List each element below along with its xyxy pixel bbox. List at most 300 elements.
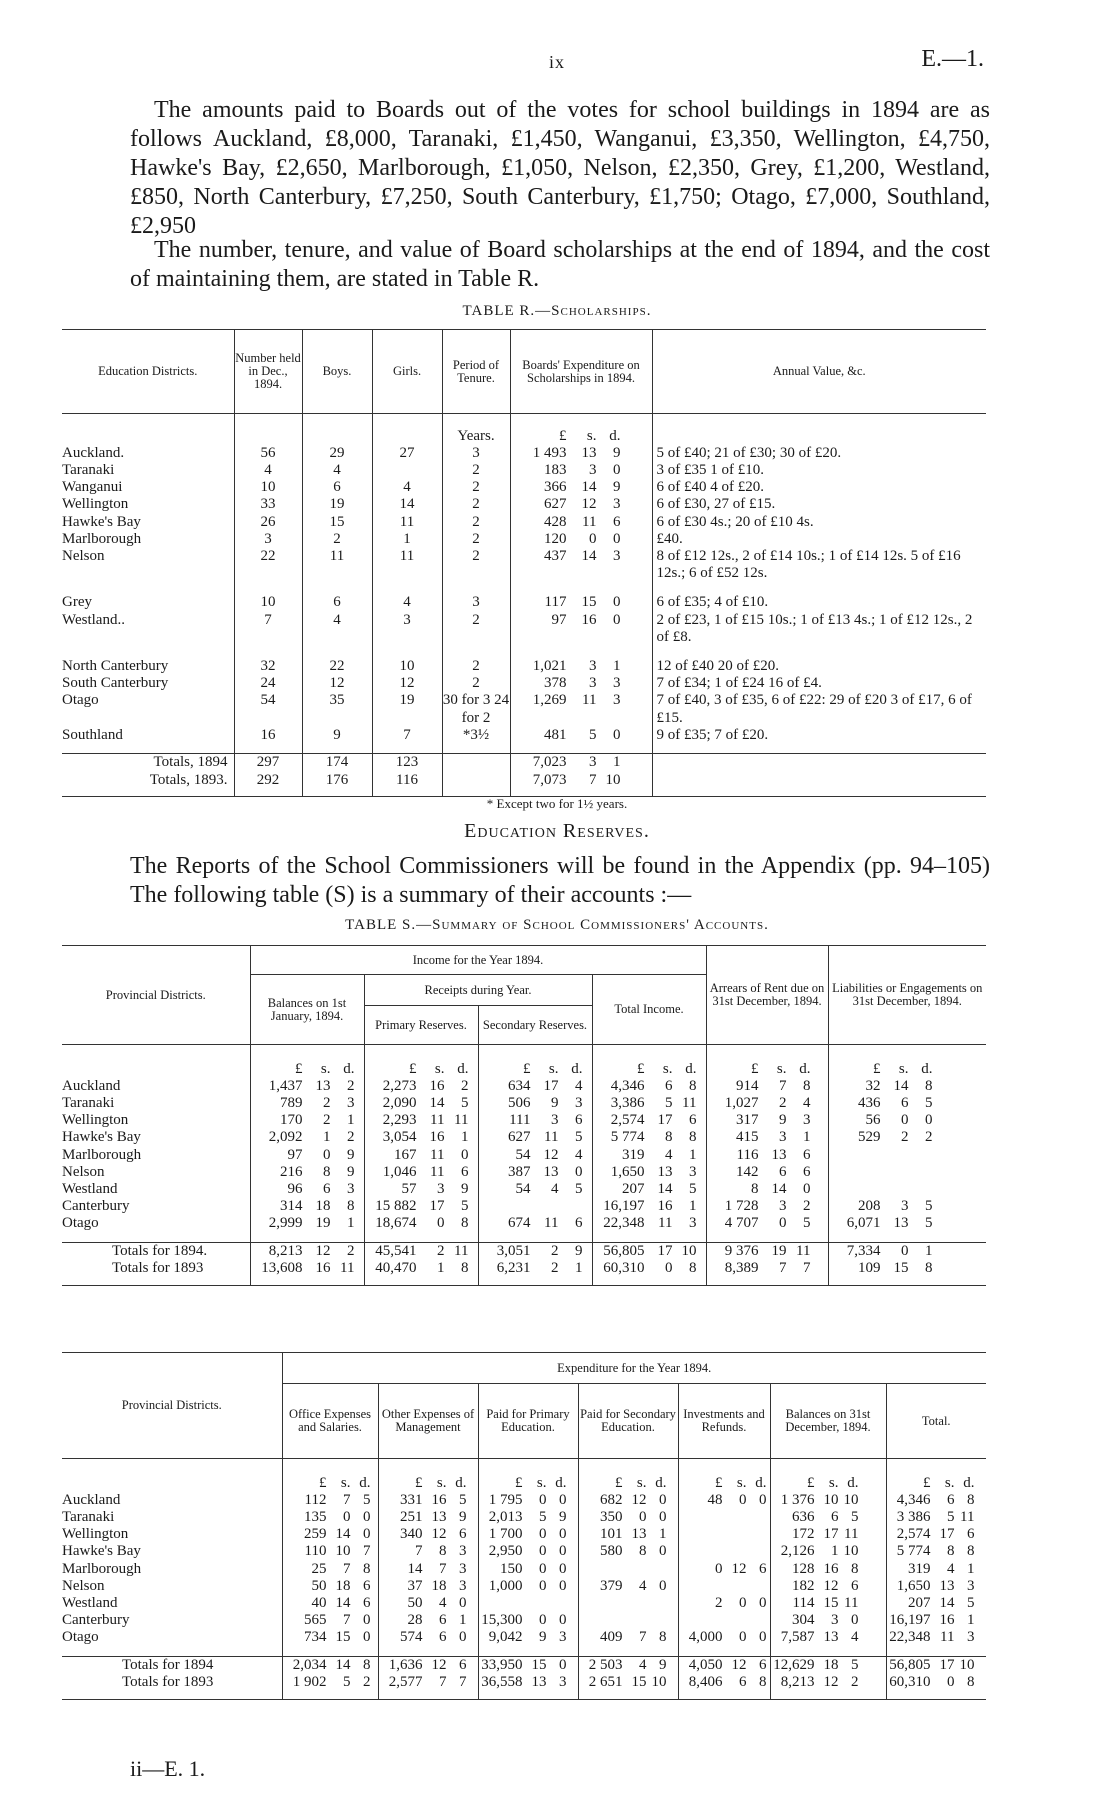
amount-cell [770,1509,886,1526]
amount-part: d. [359,1474,371,1491]
amount-cell [592,1078,706,1095]
col-boys: Boys. [302,330,372,414]
col-secondary-reserves: Secondary Reserves. [478,1006,592,1045]
col-other-expenses: Other Expenses of Management [378,1384,478,1459]
period-tenure: 2 [442,514,510,531]
amount-part: 16,197 [889,1612,931,1629]
amount-part: 0 [363,1526,371,1543]
amount-part: 13 [823,1629,839,1646]
period-tenure: 2 [442,462,510,479]
gap-row [62,646,986,658]
boys-count: 6 [302,594,372,611]
gap-cell [234,744,302,754]
annual-value: 8 of £12 12s., 2 of £14 10s.; 1 of £14 12s. 5 of £16 12s.; 6 of £52 12s. [652,548,986,582]
amount-part: £ [923,1474,931,1491]
amount-part: s. [828,1474,839,1491]
totals-label: Totals for 1894 [122,1657,214,1674]
amount-part: 0 [363,1612,371,1629]
col-expenditure-year: Expenditure for the Year 1894. [282,1353,986,1384]
amount-cell [282,1509,378,1526]
amount-part: 1 [575,1260,583,1277]
district-name: Taranaki [62,1094,115,1111]
amount-part: 1 376 [780,1491,815,1508]
amount-part: 8,406 [688,1674,723,1691]
unit-lsd [770,1475,886,1492]
district-name: Otago [62,692,99,709]
amount-part: 7 [343,1612,351,1629]
amount-part: 5 [925,1198,933,1215]
exp-shillings: 15 [581,594,597,611]
exp-pounds: 1,021 [532,657,567,674]
amount-cell [478,1215,592,1232]
expenditure [510,462,652,479]
amount-part: 5 [575,1129,583,1146]
units-row [62,428,986,445]
amount-cell [478,1260,592,1277]
amount-cell [770,1543,886,1560]
amount-cell [706,1243,828,1261]
gap-cell [770,1691,886,1699]
amount-part: 18 [335,1577,351,1594]
girls-count: 19 [372,692,442,726]
amount-part: 17 [939,1526,955,1543]
amount-part: d. [655,1474,667,1491]
amount-part: 1 [689,1198,697,1215]
totals-label: Totals for 1893 [122,1674,214,1691]
paragraph-school-buildings: The amounts paid to Boards out of the votes for school buildings in 1894 are as follows Auckland, £8,000, Taranaki, £1,450, Wanganui, £3,350, Wellington, £4,750, Hawke's Bay, £2,650, Marlborough, £1,050, Nelson, £2,350, Grey, £1,200, Westland, £850, North Canterbury, £7,250, South Canterbury, £1,750; Otago, £7,000, Southland, £2,950 [130,97,990,239]
col-provincial-districts: Provincial Districts. [62,946,250,1045]
boys-count: 29 [302,445,372,462]
amount-cell [578,1657,678,1675]
amount-part: 112 [304,1491,327,1508]
gap-cell [62,582,234,594]
amount-part: 2,950 [488,1543,523,1560]
amount-part: 22,348 [603,1215,645,1232]
amount-cell [364,1215,478,1232]
amount-cell [592,1112,706,1129]
amount-part: 11 [940,1629,955,1646]
amount-part: 4 [439,1594,447,1611]
amount-part: s. [320,1060,331,1077]
amount-cell [678,1595,770,1612]
amount-part: 5 [461,1094,469,1111]
exp-shillings: 14 [581,479,597,496]
amount-part: 8 [967,1674,975,1691]
amount-part: 40 [311,1594,327,1611]
amount-part: 0 [363,1508,371,1525]
exp-shillings: 3 [589,675,597,692]
period-tenure: 30 for 3 24 for 2 [442,692,510,726]
amount-part: 4 [551,1180,559,1197]
period-tenure: 2 [442,496,510,513]
amount-part: 9 [347,1163,355,1180]
amount-part: 0 [559,1491,567,1508]
table-r-scholarships [62,329,986,797]
amount-part: 6 [901,1094,909,1111]
amount-part: s. [436,1474,447,1491]
unit-lsd [478,1061,592,1078]
amount-part: 16 [429,1129,445,1146]
amount-part: 3 [559,1674,567,1691]
amount-cell [592,1260,706,1277]
spacer-cell [62,1045,250,1061]
totals-label: Totals, 1894 [153,754,228,771]
amount-part: 5 774 [610,1129,645,1146]
amount-part: 3 [689,1215,697,1232]
amount-cell [282,1526,378,1543]
amount-part: 3,386 [610,1094,645,1111]
amount-part: 4 [639,1657,647,1674]
amount-cell [364,1243,478,1261]
amount-part: 3 [967,1577,975,1594]
amount-cell [770,1657,886,1675]
period-tenure: 2 [442,479,510,496]
gap-cell [364,1233,478,1243]
amount-part: 12 [823,1577,839,1594]
amount-part: 33,950 [481,1657,523,1674]
amount-part: s. [898,1060,909,1077]
district-name: Westland.. [62,611,125,628]
amount-part: 5 [539,1508,547,1525]
exp-pence: 9 [613,444,621,461]
amount-part: 4 [947,1560,955,1577]
amount-part: 0 [779,1215,787,1232]
girls-count: 12 [372,675,442,692]
blank-cell [62,1061,250,1078]
exp-shillings: 3 [589,657,597,674]
amount-cell [478,1578,578,1595]
amount-part: 11 [454,1243,469,1260]
exp-pounds: 481 [544,726,567,743]
district-name: Wellington [62,1112,129,1129]
amount-part: 101 [600,1526,623,1543]
amount-part: 2 [347,1243,355,1260]
amount-part: 1 [967,1560,975,1577]
gap-cell [372,646,442,658]
amount-part: 13 [431,1508,447,1525]
unit-lsd [828,1061,986,1078]
amount-part: 0 [659,1543,667,1560]
amount-part: 8,213 [780,1674,815,1691]
col-total: Total. [886,1384,986,1459]
amount-part: 0 [739,1594,747,1611]
amount-cell [886,1578,986,1595]
expenditure [510,514,652,531]
amount-part: 6 [439,1612,447,1629]
amount-cell [478,1198,592,1215]
boys-count: 174 [302,754,372,772]
amount-part: 2 [461,1077,469,1094]
table-row [62,1612,986,1629]
amount-part: 5 [689,1180,697,1197]
amount-part: 6 [947,1491,955,1508]
amount-part: 28 [407,1612,423,1629]
annual-value: 3 of £35 1 of £10. [652,462,986,479]
amount-part: d. [455,1474,467,1491]
amount-cell [578,1509,678,1526]
boys-count: 2 [302,531,372,548]
amount-part: 8 [689,1077,697,1094]
gap-cell [302,744,372,754]
amount-cell [250,1198,364,1215]
annual-value: 12 of £40 20 of £20. [652,658,986,675]
exp-pence: 3 [613,675,621,692]
number-held: 7 [234,612,302,646]
amount-part: £ [715,1474,723,1491]
gap-cell [62,1691,282,1699]
table-row [62,1147,986,1164]
amount-cell [828,1243,986,1261]
amount-part: 5 [851,1508,859,1525]
amount-part: 0 [851,1612,859,1629]
amount-cell [250,1095,364,1112]
amount-cell [282,1561,378,1578]
col-liabilities: Liabilities or Engagements on 31st December, 1894. [828,946,986,1045]
amount-cell [478,1561,578,1578]
amount-cell [478,1095,592,1112]
paragraph-scholarships: The number, tenure, and value of Board scholarships at the end of 1894, and the cost of maintaining them, are stated in Table R. [130,237,990,292]
spacer-cell [364,1045,478,1061]
amount-part: 0 [559,1543,567,1560]
paragraph-commissioners: The Reports of the School Commissioners will be found in the Appendix (pp. 94–105) The following table (S) is a summary of their accounts :— [130,853,990,908]
gap-cell [678,1647,770,1657]
amount-part: 12,629 [773,1657,815,1674]
amount-cell [828,1260,986,1277]
boys-count: 4 [302,462,372,479]
period-tenure: 3 [442,445,510,462]
amount-part: 6 [575,1215,583,1232]
amount-part: 2 503 [588,1657,623,1674]
gap-cell [234,582,302,594]
amount-part: 13 [657,1163,673,1180]
col-girls: Girls. [372,330,442,414]
gap-cell [592,1277,706,1285]
amount-part: 8,213 [268,1243,303,1260]
district-name: Westland [62,1594,118,1611]
amount-part: 3 [967,1629,975,1646]
period-tenure: 2 [442,658,510,675]
amount-part: 1 700 [488,1526,523,1543]
number-held: 22 [234,548,302,582]
number-held: 292 [234,772,302,789]
amount-part: 682 [600,1491,623,1508]
amount-part: 12 [731,1657,747,1674]
amount-part: 11 [340,1260,355,1277]
amount-cell [364,1129,478,1146]
table-row [62,1543,986,1560]
amount-part: 387 [508,1163,531,1180]
exp-shillings: 16 [581,611,597,628]
gap-cell [706,1233,828,1243]
boys-count: 4 [302,612,372,646]
amount-part: 208 [858,1198,881,1215]
amount-part: 7 [803,1260,811,1277]
amount-part: 8 [925,1077,933,1094]
expenditure [510,772,652,789]
period-tenure: *3½ [442,727,510,744]
amount-part: 1,046 [382,1163,417,1180]
amount-part: 6 [803,1163,811,1180]
unit-lsd [250,1061,364,1078]
amount-part: 3 386 [896,1508,931,1525]
spacer-cell [302,414,372,428]
spacer-row [62,414,986,428]
amount-cell [364,1095,478,1112]
table-row [62,479,986,496]
amount-part: d. [847,1474,859,1491]
number-held: 24 [234,675,302,692]
amount-part: 111 [509,1112,531,1129]
amount-cell [378,1595,478,1612]
amount-part: 2 [803,1198,811,1215]
amount-part: 97 [287,1146,303,1163]
table-row [62,1215,986,1232]
amount-part: 13 [893,1215,909,1232]
amount-part: 1 [461,1129,469,1146]
amount-cell [478,1129,592,1146]
girls-count: 4 [372,594,442,611]
amount-part: 60,310 [889,1674,931,1691]
amount-part: 207 [908,1594,931,1611]
amount-cell [592,1164,706,1181]
amount-part: 182 [792,1577,815,1594]
amount-part: 16 [315,1260,331,1277]
district-name: Hawke's Bay [62,513,141,530]
table-row [62,1078,986,1095]
amount-cell [886,1595,986,1612]
unit-lsd [364,1061,478,1078]
gap-cell [652,744,986,754]
amount-cell [478,1674,578,1691]
totals-row [62,772,986,789]
amount-part: 6 [759,1560,767,1577]
amount-part: 8 [851,1560,859,1577]
amount-cell [886,1657,986,1675]
blank-cell [652,428,986,445]
unit-pounds: £ [559,427,567,444]
gap-cell [442,646,510,658]
amount-part: £ [295,1060,303,1077]
amount-part: 11 [544,1215,559,1232]
amount-part: 10 [681,1243,697,1260]
amount-part: 2 [323,1112,331,1129]
amount-part: 8 [689,1260,697,1277]
totals-row [62,1243,986,1261]
amount-cell [478,1612,578,1629]
amount-part: 0 [759,1594,767,1611]
amount-cell [282,1492,378,1509]
gap-cell [478,1277,592,1285]
district-name: Southland [62,726,123,743]
amount-part: 10 [335,1543,351,1560]
amount-cell [770,1492,886,1509]
amount-part: 1 795 [488,1491,523,1508]
amount-part: 2,577 [388,1674,423,1691]
amount-cell [828,1095,986,1112]
amount-part: 1 728 [724,1198,759,1215]
exp-pence: 3 [613,496,621,513]
amount-part: 0 [659,1577,667,1594]
district-name: Taranaki [62,461,115,478]
amount-part: 3 [459,1577,467,1594]
amount-cell [378,1674,478,1691]
gap-cell [62,646,234,658]
gap-cell [250,1277,364,1285]
amount-cell [578,1561,678,1578]
amount-part: 11 [960,1508,975,1525]
blank-cell [442,772,510,789]
amount-cell [678,1629,770,1646]
amount-part: 0 [343,1508,351,1525]
amount-part: 4,346 [896,1491,931,1508]
amount-part: 1 [323,1129,331,1146]
amount-cell [886,1492,986,1509]
annual-value: 6 of £30, 27 of £15. [652,496,986,513]
amount-part: 25 [311,1560,327,1577]
table-row [62,1164,986,1181]
amount-part: 529 [858,1129,881,1146]
amount-part: 19 [315,1215,331,1232]
totals-label: Totals for 1893 [112,1260,204,1277]
amount-part: 6 [323,1180,331,1197]
expenditure [510,692,652,726]
table-row [62,1578,986,1595]
exp-pence: 0 [613,461,621,478]
amount-part: 5 [925,1094,933,1111]
amount-cell [282,1674,378,1691]
amount-cell [828,1215,986,1232]
amount-part: s. [536,1474,547,1491]
amount-part: 8 [363,1560,371,1577]
number-held: 33 [234,496,302,513]
amount-part: 8 [925,1260,933,1277]
page-signature: ii—E. 1. [130,1756,206,1781]
unit-lsd [578,1475,678,1492]
amount-cell [770,1674,886,1691]
amount-part: 3 [803,1112,811,1129]
district-name: Marlborough [62,1560,142,1577]
page-number: ix [548,52,565,72]
exp-shillings: 11 [582,692,597,709]
amount-cell [578,1674,678,1691]
amount-part: 15 [335,1629,351,1646]
exp-shillings: 5 [589,726,597,743]
amount-part: 15,300 [481,1612,523,1629]
number-held: 10 [234,594,302,611]
table-row [62,496,986,513]
expenditure [510,727,652,744]
amount-part: 50 [407,1594,423,1611]
amount-part: 3,051 [496,1243,531,1260]
totals-row [62,1674,986,1691]
amount-cell [478,1243,592,1261]
amount-part: 2 [551,1260,559,1277]
amount-cell [364,1164,478,1181]
amount-part: 5 [803,1215,811,1232]
amount-part: 2 [347,1077,355,1094]
spacer-row [62,1459,986,1475]
amount-part: 2,999 [268,1215,303,1232]
amount-cell [678,1578,770,1595]
district-name: Marlborough [62,530,142,547]
number-held: 56 [234,445,302,462]
amount-part: 7 [343,1491,351,1508]
amount-part: 3 [831,1612,839,1629]
period-tenure: 2 [442,531,510,548]
amount-cell [250,1164,364,1181]
amount-part: 3 [901,1198,909,1215]
district-name: Nelson [62,1163,105,1180]
